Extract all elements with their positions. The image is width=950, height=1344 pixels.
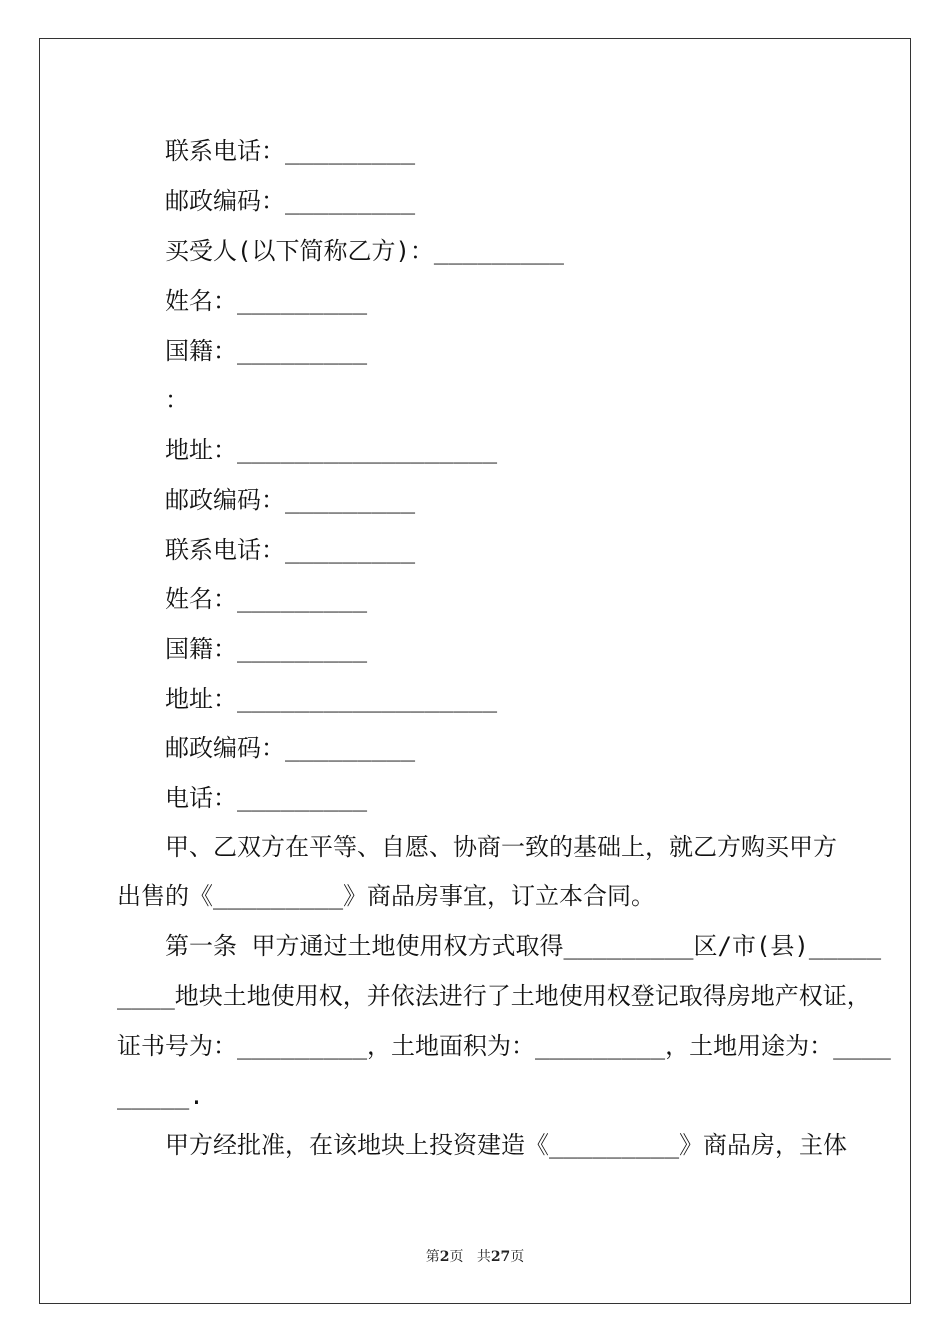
postal-code-field: 邮政编码：_________ [165,734,416,762]
total-pages: 27 [490,1249,511,1265]
contact-phone-field: 联系电话：_________ [165,137,416,165]
paragraph-line: 出售的《_________》商品房事宜，订立本合同。 [117,882,656,910]
page-footer [0,1246,950,1266]
postal-code-field: 邮政编码：_________ [165,187,416,215]
name-field: 姓名：_________ [165,287,368,315]
total-suffix: 页 [510,1249,525,1265]
paragraph-line: _____. [117,1082,204,1110]
page-number: 2 [439,1249,450,1265]
page-suffix: 页 [449,1249,464,1265]
name-field: 姓名：_________ [165,585,368,613]
buyer-heading: 买受人(以下简称乙方)：_________ [165,237,564,265]
paragraph-line: 甲、乙双方在平等、自愿、协商一致的基础上，就乙方购买甲方 [165,833,837,861]
nationality-field: 国籍：_________ [165,635,368,663]
paragraph-line: ____地块土地使用权，并依法进行了土地使用权登记取得房地产权证， [117,982,871,1010]
address-field: 地址：__________________ [165,685,498,713]
phone-field: 电话：_________ [165,784,368,812]
paragraph-line: 甲方经批准，在该地块上投资建造《_________》商品房，主体 [165,1131,848,1159]
article-one-line: 第一条 甲方通过土地使用权方式取得_________区/市(县)_____ [165,932,882,960]
postal-code-field: 邮政编码：_________ [165,486,416,514]
contact-phone-field: 联系电话：_________ [165,536,416,564]
address-field: 地址：__________________ [165,436,498,464]
blank-label-field: ： [165,386,189,414]
paragraph-line: 证书号为：_________，土地面积为：_________，土地用途为：____ [117,1032,891,1060]
nationality-field: 国籍：_________ [165,337,368,365]
page-border [39,38,911,1304]
total-prefix: 共 [476,1249,491,1265]
page-prefix: 第 [425,1249,440,1265]
